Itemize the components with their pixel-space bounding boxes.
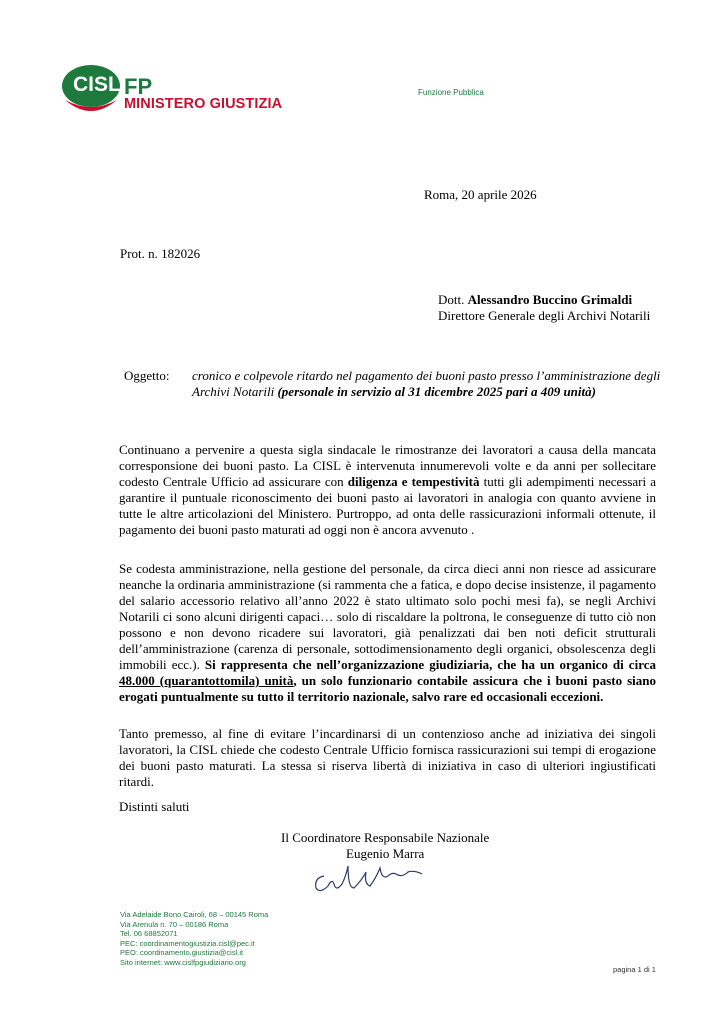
handwritten-signature	[310, 858, 430, 903]
closing: Distinti saluti	[119, 799, 190, 814]
subject-italic: cronico e colpevole ritardo nel pagamento dei buoni pasto presso l’amministrazione degli Archivi Notarili	[192, 368, 661, 399]
funzione-pubblica-label: Funzione Pubblica	[418, 88, 484, 97]
paragraph-1-bold: diligenza e tempestività	[347, 474, 480, 489]
footer-pec: PEC: coordinamentogiustizia.cisl@pec.it	[120, 938, 255, 948]
footer-contacts	[120, 910, 268, 967]
logo-cisl-text: CISL	[73, 73, 121, 96]
recipient-role: Direttore Generale degli Archivi Notarili	[438, 308, 651, 323]
paragraph-2-underlined: 48.000 (quarantottomila) unità	[119, 673, 294, 688]
paragraph-2	[119, 561, 656, 705]
paragraph-2-bold-a: Si rappresenta che nell’organizzazione giudiziaria, che ha un organico di circa	[204, 657, 656, 672]
logo-subtitle: MINISTERO GIUSTIZIA	[124, 96, 283, 112]
recipient-title: Dott.	[438, 292, 465, 307]
subject-bold: (personale in servizio al 31 dicembre 2025 pari a 409 unità)	[277, 384, 596, 399]
footer-website: Sito internet: www.cislfpgiudiziario.org	[120, 957, 246, 967]
footer-address-1: Via Adelaide Bono Cairoli, 68 – 00145 Roma	[120, 910, 269, 919]
cisl-fp-logo	[62, 64, 292, 124]
protocol-number: Prot. n. 182026	[120, 246, 201, 261]
signer-role: Il Coordinatore Responsabile Nazionale	[281, 830, 490, 845]
footer-peo: PEO: coordinamento.giustizia@cisl.it	[120, 948, 244, 957]
paragraph-2-text: Se codesta amministrazione, nella gestione del personale, da circa dieci anni non riesce ad assicurare neanche la ordinaria amministrazione (si rammenta che a fatica, e dopo decise insistenze, il pagamento del salario accessorio relativo all’anno 2022 è stato ultimato solo pochi mesi fa), se negli Archivi Notarili ci sono alcuni dirigenti capaci… solo di riscaldare la poltrona, le conseguenze di tutto ciò non possono e non devono ricadere sui lavoratori, già penalizzati dai ben noti deficit strutturali dell’amministrazione (carenza di personale, sottodimensionamento degli organici, obsolescenza degli immobili ecc.).	[119, 561, 656, 672]
subject-text	[192, 368, 662, 400]
signer-name: Eugenio Marra	[346, 846, 425, 861]
recipient-line	[438, 292, 650, 308]
paragraph-1-text-b: tutti gli adempimenti necessari a garantire il puntuale riconoscimento dei buoni pasto ai lavoratori in analogia con quanto avviene in tutte le altre articolazioni del Ministero. Purtroppo, ad onta delle rassicurazioni informali ottenute, il pagamento dei buoni pasto maturati ad oggi non è ancora avvenuto .	[119, 474, 657, 537]
paragraph-1-text-a: Continuano a pervenire a questa sigla sindacale le rimostranze dei lavoratori a causa della mancata corresponsione dei buoni pasto. La CISL è intervenuta innumerevoli volte e da anni per sollecitare codesto Centrale Ufficio ad assicurare con	[119, 442, 656, 489]
letter-date: Roma, 20 aprile 2026	[424, 187, 537, 202]
paragraph-2-bold-b: , un solo funzionario contabile assicura che i buoni pasto siano erogati puntualmente su tutto il territorio nazionale, salvo rare ed occasionali eccezioni.	[119, 673, 656, 704]
page-number: pagina 1 di 1	[613, 965, 656, 974]
subject-label: Oggetto:	[124, 368, 170, 383]
signature-icon	[310, 858, 430, 898]
footer-phone: Tel. 06 68852071	[120, 929, 178, 938]
paragraph-3: Tanto premesso, al fine di evitare l’incardinarsi di un contenzioso anche ad iniziativa dei singoli lavoratori, la CISL chiede che codesto Centrale Ufficio fornisca rassicurazioni sui tempi di erogazione dei buoni pasto maturati. La stessa si riserva libertà di iniziativa in caso di ulteriori ingiustificati ritardi.	[119, 726, 656, 789]
recipient-block	[438, 292, 650, 324]
footer-address-2: Via Arenula n. 70 – 00186 Roma	[120, 919, 229, 929]
recipient-name: Alessandro Buccino Grimaldi	[467, 292, 633, 307]
paragraph-1	[119, 442, 656, 538]
logo-fp-text: FP	[124, 74, 153, 99]
